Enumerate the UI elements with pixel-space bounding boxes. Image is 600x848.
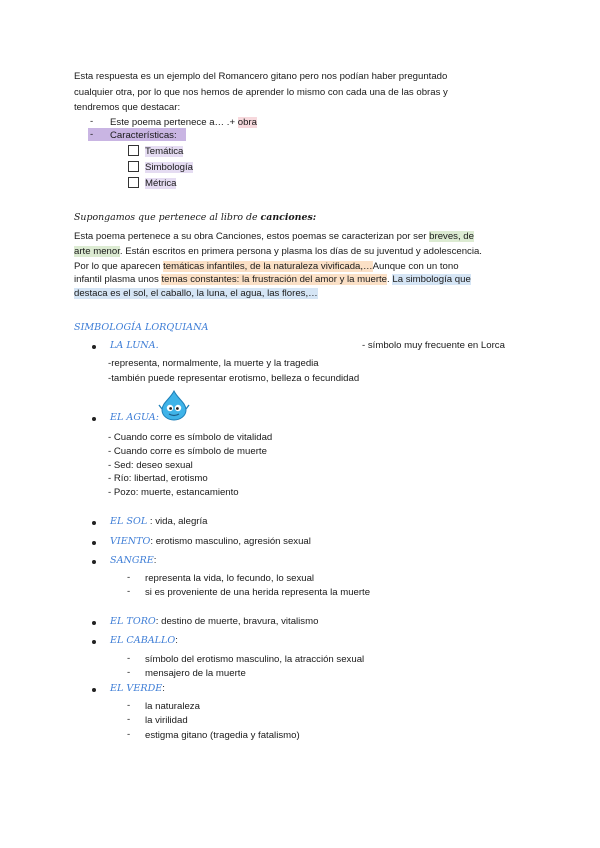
text-run: infantil plasma unos bbox=[74, 274, 162, 285]
checkbox[interactable] bbox=[128, 177, 139, 188]
checklist-item-metrica bbox=[128, 177, 176, 190]
dash-bullet: - bbox=[127, 653, 131, 664]
viento-item bbox=[110, 535, 311, 548]
luna-label: LA LUNA. bbox=[110, 340, 159, 351]
bullet bbox=[92, 345, 96, 349]
caballo-item bbox=[110, 634, 178, 647]
water-drop-mascot-icon bbox=[158, 389, 190, 421]
canciones-heading-text: Supongamos que pertenece al libro de bbox=[74, 212, 261, 223]
highlight-run: destaca es el sol, el caballo, la luna, el agua, las flores,… bbox=[74, 288, 318, 299]
sol-item bbox=[110, 515, 208, 528]
toro-item bbox=[110, 615, 318, 628]
agua-line-2: - Cuando corre es símbolo de muerte bbox=[108, 446, 267, 457]
dash-bullet: - bbox=[127, 714, 131, 725]
dash-bullet: - bbox=[127, 586, 131, 597]
checkbox[interactable] bbox=[128, 145, 139, 156]
sangre-label: SANGRE bbox=[110, 555, 154, 566]
toro-label: EL TORO bbox=[110, 616, 156, 627]
bullet bbox=[92, 541, 96, 545]
agua-label: EL AGUA: bbox=[110, 412, 159, 423]
sol-label: EL SOL bbox=[110, 516, 148, 527]
sangre-line-1: representa la vida, lo fecundo, lo sexual bbox=[145, 573, 315, 584]
toro-text: : destino de muerte, bravura, vitalismo bbox=[155, 616, 319, 627]
bullet bbox=[92, 688, 96, 692]
canciones-para-line-2 bbox=[74, 245, 482, 258]
dash-bullet: - bbox=[90, 116, 94, 127]
sangre-colon: : bbox=[153, 555, 157, 566]
agua-line-4: - Río: libertad, erotismo bbox=[108, 473, 208, 484]
dash-bullet: - bbox=[127, 700, 131, 711]
caballo-line-2: mensajero de la muerte bbox=[145, 668, 246, 679]
agua-line-5: - Pozo: muerte, estancamiento bbox=[108, 487, 239, 498]
verde-label: EL VERDE bbox=[110, 683, 163, 694]
canciones-heading bbox=[74, 211, 316, 224]
text-run: Aunque con un tono bbox=[372, 261, 459, 272]
bullet bbox=[92, 417, 96, 421]
text-run: . Están escritos en primera persona y plasma los días de su juventud y adolescencia. bbox=[119, 246, 482, 257]
intro-item-1-highlight: obra bbox=[237, 117, 257, 128]
dash-bullet: - bbox=[127, 729, 131, 740]
verde-line-3: estigma gitano (tragedia y fatalismo) bbox=[145, 730, 300, 741]
caballo-colon: : bbox=[175, 635, 178, 646]
bullet bbox=[92, 521, 96, 525]
intro-item-2: Características: bbox=[110, 130, 177, 141]
luna-line-2: -también puede representar erotismo, belleza o fecundidad bbox=[108, 373, 360, 384]
canciones-para-line-4 bbox=[74, 273, 471, 286]
agua-line-1: - Cuando corre es símbolo de vitalidad bbox=[108, 432, 273, 443]
verde-line-2: la virilidad bbox=[145, 715, 188, 726]
luna-right-note: - símbolo muy frecuente en Lorca bbox=[362, 340, 505, 351]
canciones-para-line-5 bbox=[74, 287, 318, 300]
intro-line-3: tendremos que destacar: bbox=[74, 102, 181, 113]
intro-line-1: Esta respuesta es un ejemplo del Romancero gitano pero nos podían haber preguntado bbox=[74, 71, 448, 82]
sangre-line-2: si es proveniente de una herida representa la muerte bbox=[145, 587, 371, 598]
checklist-label: Métrica bbox=[145, 178, 177, 189]
text-run: Esta poema pertenece a su obra Canciones, estos poemas se caracterizan por ser bbox=[74, 231, 430, 242]
dash-bullet: - bbox=[90, 129, 94, 140]
checklist-item-simbologia bbox=[128, 161, 193, 174]
checkbox[interactable] bbox=[128, 161, 139, 172]
viento-label: VIENTO bbox=[110, 536, 151, 547]
viento-text: : erotismo masculino, agresión sexual bbox=[150, 536, 311, 547]
intro-line-2: cualquier otra, por lo que nos hemos de aprender lo mismo con cada una de las obras y bbox=[74, 87, 448, 98]
highlight-run: temáticas infantiles, de la naturaleza vivificada,… bbox=[163, 261, 373, 272]
bullet bbox=[92, 621, 96, 625]
verde-item bbox=[110, 682, 165, 695]
canciones-para-line-3 bbox=[74, 260, 459, 273]
highlight-run: arte menor bbox=[74, 246, 120, 257]
agua-line-3: - Sed: deseo sexual bbox=[108, 460, 193, 471]
verde-line-1: la naturaleza bbox=[145, 701, 200, 712]
canciones-heading-bold: canciones: bbox=[260, 212, 317, 223]
checklist-label: Temática bbox=[145, 146, 184, 157]
highlight-run: temas constantes: la frustración del amor y la muerte bbox=[161, 274, 388, 285]
simbologia-title: SIMBOLOGÍA LORQUIANA bbox=[74, 322, 209, 333]
text-run: . bbox=[387, 274, 393, 285]
bullet bbox=[92, 560, 96, 564]
caballo-line-1: símbolo del erotismo masculino, la atracción sexual bbox=[145, 654, 365, 665]
highlight-run: breves, de bbox=[429, 231, 474, 242]
checklist-label: Simbología bbox=[145, 162, 193, 173]
dash-bullet: - bbox=[127, 572, 131, 583]
sangre-item bbox=[110, 554, 156, 567]
caballo-label: EL CABALLO bbox=[110, 635, 176, 646]
dash-bullet: - bbox=[127, 667, 131, 678]
highlight-run: La simbología que bbox=[392, 274, 471, 285]
luna-line-1: -representa, normalmente, la muerte y la tragedia bbox=[108, 358, 319, 369]
checklist-item-tematica bbox=[128, 145, 183, 158]
verde-colon: : bbox=[162, 683, 165, 694]
bullet bbox=[92, 640, 96, 644]
intro-item-1-text: Este poema pertenece a… .+ bbox=[110, 117, 238, 128]
canciones-para-line-1 bbox=[74, 230, 474, 243]
text-run: Por lo que aparecen bbox=[74, 261, 164, 272]
sol-text: : vida, alegría bbox=[147, 516, 208, 527]
